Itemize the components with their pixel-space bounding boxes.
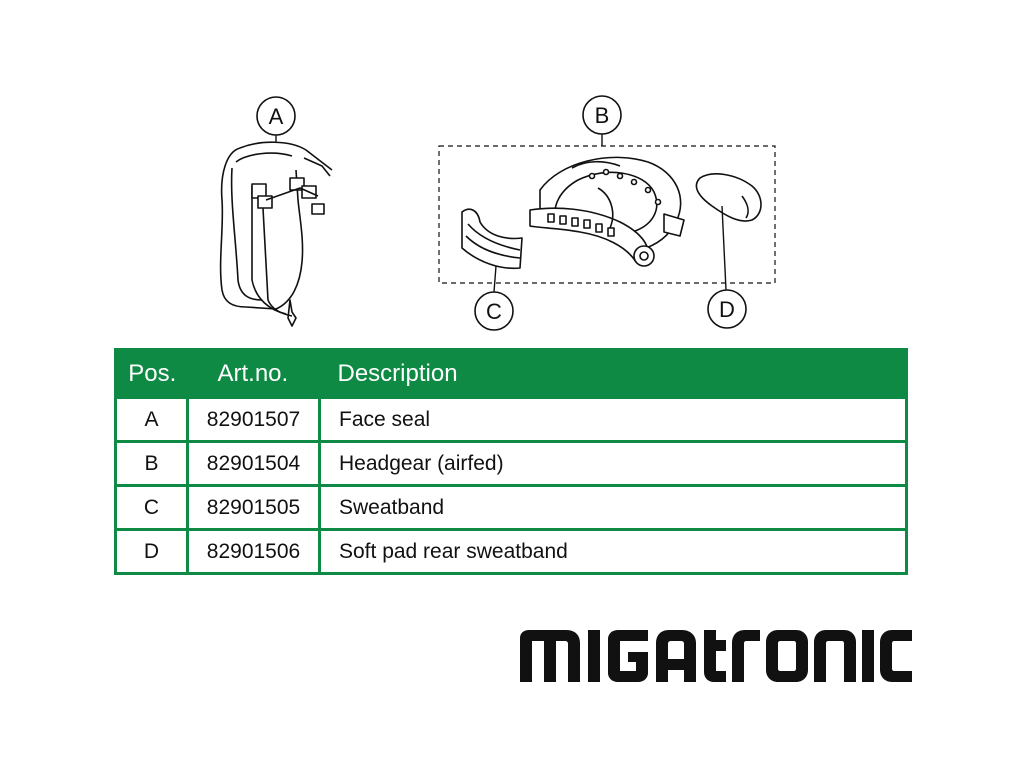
migatronic-logo — [520, 630, 912, 682]
callout-b — [583, 96, 621, 146]
sweatband-drawing — [462, 209, 522, 268]
header-art-no: Art.no. — [188, 350, 320, 398]
header-pos: Pos. — [116, 350, 188, 398]
cell-pos: C — [116, 486, 188, 530]
callout-c-label: C — [486, 299, 502, 324]
header-description: Description — [320, 350, 907, 398]
parts-illustration — [0, 0, 1024, 345]
cell-description: Soft pad rear sweatband — [320, 530, 907, 574]
cell-pos: B — [116, 442, 188, 486]
face-seal-drawing — [221, 142, 332, 326]
cell-art-no: 82901505 — [188, 486, 320, 530]
soft-pad-drawing — [696, 174, 761, 290]
callout-a-label: A — [268, 104, 284, 129]
cell-description: Face seal — [320, 398, 907, 442]
cell-pos: A — [116, 398, 188, 442]
cell-art-no: 82901506 — [188, 530, 320, 574]
callout-d-label: D — [719, 297, 735, 322]
callout-a — [257, 97, 295, 143]
cell-art-no: 82901504 — [188, 442, 320, 486]
cell-art-no: 82901507 — [188, 398, 320, 442]
callout-b-label: B — [594, 103, 610, 128]
table-row — [116, 486, 907, 530]
cell-description: Sweatband — [320, 486, 907, 530]
table-header-row — [116, 350, 907, 398]
table-row — [116, 530, 907, 574]
table-row — [116, 398, 907, 442]
callout-c — [475, 266, 513, 330]
table-row — [116, 442, 907, 486]
headgear-drawing — [530, 157, 684, 266]
cell-pos: D — [116, 530, 188, 574]
cell-description: Headgear (airfed) — [320, 442, 907, 486]
parts-table — [114, 348, 908, 575]
callout-d — [708, 290, 746, 328]
